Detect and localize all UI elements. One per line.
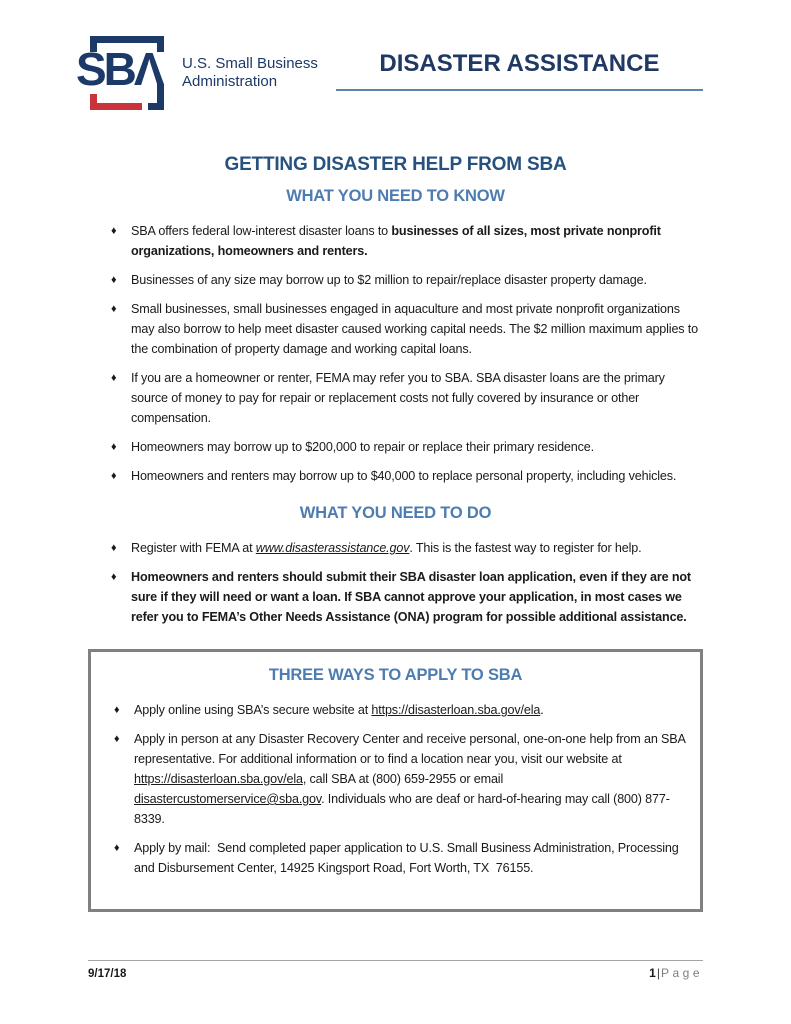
page-word: Page bbox=[660, 966, 703, 980]
bullet-text: Homeowners may borrow up to $200,000 to repair or replace their primary residence. bbox=[131, 440, 594, 454]
bullet-text: Homeowners and renters should submit their SBA disaster loan application, even if they are not sure if they will need or want a loan. If SBA cannot approve your application, in most cases we refer you to FEMA’s Other Needs Assistance (ONA) program for possible additional assistance. bbox=[131, 570, 691, 624]
header-title-block bbox=[336, 33, 703, 91]
page-separator: | bbox=[656, 966, 660, 980]
bullet-item bbox=[88, 368, 703, 428]
footer-page-indicator bbox=[649, 966, 703, 980]
bullet-diamond-icon: ♦ bbox=[111, 571, 117, 583]
bullet-text: Small businesses, small businesses engaged in aquaculture and most private nonprofit organizations may also borrow to help meet disaster caused working capital needs. The $2 million maximum applies to the combination of property damage and working capital loans. bbox=[131, 302, 699, 356]
bullet-item bbox=[88, 567, 703, 627]
link-disasterloan-online[interactable]: https://disasterloan.sba.gov/ela bbox=[371, 703, 541, 717]
footer-divider bbox=[88, 960, 703, 961]
bullet-text: Homeowners and renters may borrow up to $40,000 to replace personal property, including vehicles. bbox=[131, 469, 677, 483]
text-segment: . This is the fastest way to register for help. bbox=[409, 541, 642, 555]
bullet-diamond-icon: ♦ bbox=[111, 470, 117, 482]
org-name-line1: U.S. Small Business bbox=[182, 55, 318, 72]
bullet-diamond-icon: ♦ bbox=[111, 441, 117, 453]
logo-bracket-bottom-left bbox=[90, 94, 142, 110]
bullet-text: Apply by mail: Send completed paper application to U.S. Small Business Administration, Processing and Disbursement Center, 14925 Kingsport Road, Fort Worth, TX 76155. bbox=[134, 841, 679, 875]
section-heading-apply: THREE WAYS TO APPLY TO SBA bbox=[268, 666, 523, 684]
org-name bbox=[182, 55, 318, 91]
know-bullet-list bbox=[88, 221, 703, 486]
bullet-diamond-icon: ♦ bbox=[114, 733, 120, 745]
bullet-text bbox=[134, 700, 700, 720]
text-segment: Apply online using SBA’s secure website at bbox=[134, 703, 372, 717]
do-bullet-list bbox=[88, 538, 703, 627]
bullet-item bbox=[88, 538, 703, 558]
link-disasterassistance-gov[interactable]: www.disasterassistance.gov bbox=[255, 541, 410, 555]
bullet-diamond-icon: ♦ bbox=[111, 303, 117, 315]
bullet-item bbox=[91, 838, 700, 878]
link-disasterloan-inperson[interactable]: https://disasterloan.sba.gov/ela bbox=[134, 772, 303, 786]
bullet-item bbox=[88, 270, 703, 290]
title-underline bbox=[336, 89, 703, 91]
main-heading: GETTING DISASTER HELP FROM SBA bbox=[224, 154, 567, 175]
page-content bbox=[88, 187, 703, 912]
page-number: 1 bbox=[649, 966, 656, 980]
text-segment: , call SBA at (800) 659-2955 or email bbox=[302, 772, 504, 786]
bullet-diamond-icon: ♦ bbox=[111, 542, 117, 554]
footer-date: 9/17/18 bbox=[88, 968, 127, 980]
apply-box bbox=[88, 649, 703, 912]
bullet-diamond-icon: ♦ bbox=[111, 372, 117, 384]
document-title: DISASTER ASSISTANCE bbox=[379, 50, 660, 77]
bullet-diamond-icon: ♦ bbox=[111, 274, 117, 286]
text-segment-bold: businesses of all sizes, most private nonprofit organizations, homeowners and renters. bbox=[131, 224, 661, 258]
org-name-line2: Administration bbox=[182, 73, 278, 90]
text-segment: . bbox=[540, 703, 544, 717]
bullet-diamond-icon: ♦ bbox=[114, 704, 120, 716]
bullet-text bbox=[131, 538, 703, 558]
bullet-diamond-icon: ♦ bbox=[114, 842, 120, 854]
bullet-text: If you are a homeowner or renter, FEMA may refer you to SBA. SBA disaster loans are the primary source of money to pay for repair or replacement costs not fully covered by insurance or other compensation. bbox=[131, 371, 665, 425]
page-header bbox=[0, 0, 791, 115]
bullet-item bbox=[91, 700, 700, 720]
text-segment: . Individuals who are deaf or hard-of-hearing may call (800) 877-8339. bbox=[134, 792, 670, 826]
section-heading-do: WHAT YOU NEED TO DO bbox=[299, 504, 492, 522]
text-segment: Apply in person at any Disaster Recovery Center and receive personal, one-on-one help from an SBA representative. For additional information or to find a location near you, visit our website at bbox=[134, 732, 686, 766]
bullet-text: Businesses of any size may borrow up to $2 million to repair/replace disaster property damage. bbox=[131, 273, 647, 287]
text-segment: Register with FEMA at bbox=[131, 541, 256, 555]
bullet-diamond-icon: ♦ bbox=[111, 225, 117, 237]
logo-acronym: SBΛ bbox=[76, 43, 162, 95]
bullet-text bbox=[131, 221, 703, 261]
bullet-item bbox=[88, 221, 703, 261]
page-footer bbox=[88, 960, 703, 980]
link-email-disastercustomerservice[interactable]: disastercustomerservice@sba.gov bbox=[134, 792, 322, 806]
text-segment: SBA offers federal low-interest disaster loans to bbox=[131, 224, 392, 238]
apply-bullet-list bbox=[91, 700, 700, 878]
bullet-item bbox=[88, 299, 703, 359]
section-heading-know: WHAT YOU NEED TO KNOW bbox=[286, 187, 505, 205]
bullet-item bbox=[88, 466, 703, 486]
bullet-item bbox=[88, 437, 703, 457]
bullet-text bbox=[134, 729, 700, 829]
bullet-item bbox=[91, 729, 700, 829]
sba-logo-icon bbox=[76, 33, 168, 115]
footer-row bbox=[88, 966, 703, 980]
